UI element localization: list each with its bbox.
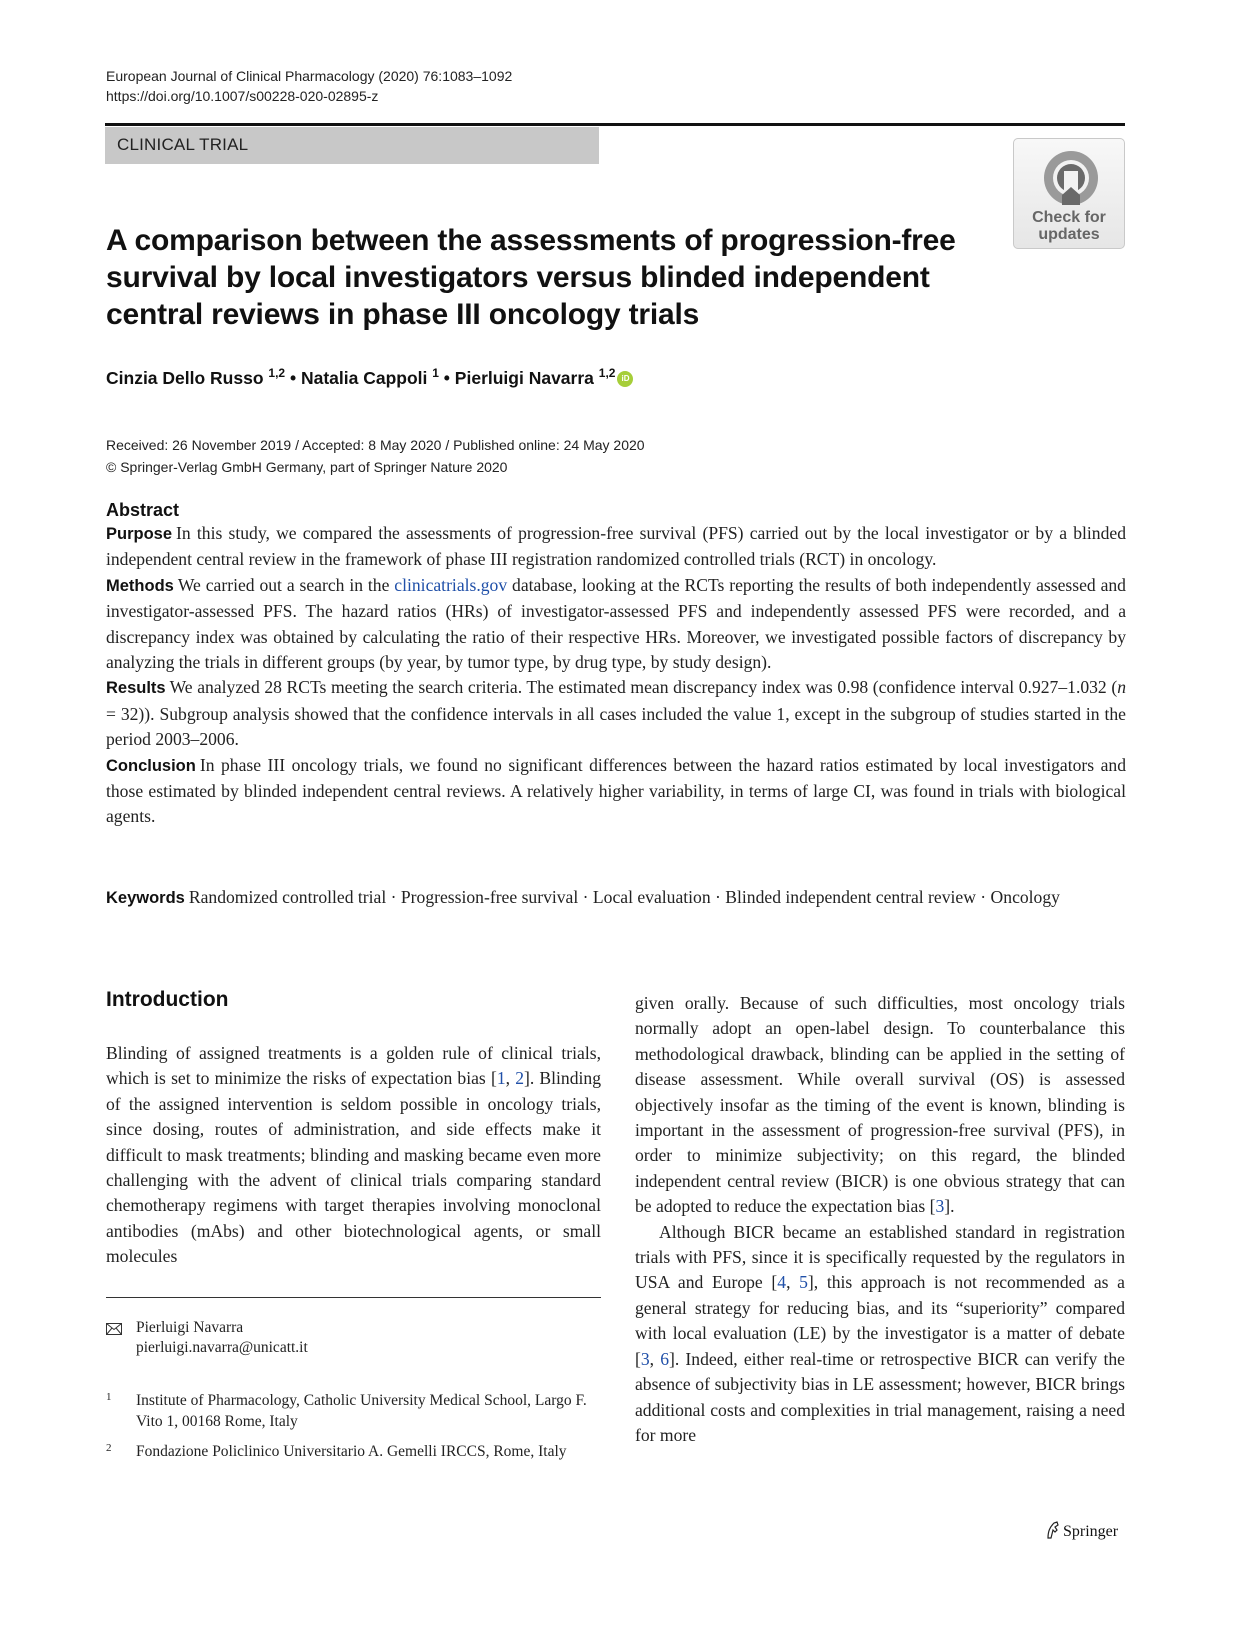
abstract-section: [106, 500, 1126, 830]
dates-line: Received: 26 November 2019 / Accepted: 8 May 2020 / Published online: 24 May 2020: [106, 437, 645, 453]
citation-link[interactable]: 3: [935, 1196, 945, 1217]
purpose-label: Purpose: [106, 525, 173, 543]
citation-link[interactable]: 1: [496, 1068, 506, 1089]
abstract-purpose: [106, 521, 1126, 573]
section-label-bar: [105, 127, 599, 164]
intro-right-column: [635, 991, 1125, 1448]
check-updates-text: Check for updates: [1032, 209, 1106, 243]
journal-citation: [106, 66, 512, 106]
corresp-email[interactable]: pierluigi.navarra@unicatt.it: [136, 1339, 308, 1356]
keywords-text: Randomized controlled trial · Progression-free survival · Local evaluation · Blinded independent central review · Oncology: [188, 887, 1060, 907]
affiliation-text: Institute of Pharmacology, Catholic University Medical School, Largo F. Vito 1, 00168 Rome, Italy: [136, 1392, 587, 1430]
author-affiliation: 1,2: [268, 366, 286, 380]
affiliation-text: Fondazione Policlinico Universitario A. Gemelli IRCCS, Rome, Italy: [136, 1443, 567, 1460]
results-text-cont: = 32)). Subgroup analysis showed that the confidence intervals in all cases included the value 1, except in the subgroup of studies started in the period 2003–2006.: [106, 703, 1126, 750]
intro-left-column: Blinding of assigned treatments is a golden rule of clinical trials, which is set to minimize the risks of expectation bias [1, 2]. Blinding of the assigned intervention is seldom possible in oncology trials, since dosing, routes of administration, and side effects make it difficult to mask treatments; blinding and masking became even more challenging with the advent of clinical trials comparing standard chemotherapy regimens with target therapies involving monoclonal antibodies (mAbs) and other biotechnological agents, or small molecules: [106, 1043, 602, 1267]
abstract-methods: [106, 573, 1126, 676]
envelope-icon: [106, 1321, 122, 1341]
intro-paragraph: Although BICR became an established standard in registration trials with PFS, since it is specifically requested by the regulators in USA and Europe [4, 5], this approach is not recommended as a general strategy for reducing bias, and its “superiority” compared with local evaluation (LE) by the investigator is a matter of debate [3, 6]. Indeed, either real-time or retrospective BICR can verify the absence of subjectivity bias in LE assessment; however, BICR brings additional costs and complexities in trial management, raising a need for more: [635, 1221, 1125, 1445]
citation-link[interactable]: 4: [777, 1272, 787, 1293]
methods-text-cont: database, looking at the RCTs reporting the results of both independently assessed and investigator-assessed PFS. The hazard ratios (HRs) of investigator-assessed PFS and independently assessed PFS were recorded, and a discrepancy index was obtained by calculating the ratio of their respective HRs. Moreover, we investigated possible factors of discrepancy by analyzing the trials in different groups (by year, by tumor type, by drug type, by study design).: [106, 574, 1126, 673]
results-n: n: [1117, 677, 1126, 698]
abstract-heading: Abstract: [106, 500, 180, 520]
author-separator: •: [285, 367, 301, 388]
author-name[interactable]: Pierluigi Navarra: [454, 367, 594, 388]
doi-link[interactable]: https://doi.org/10.1007/s00228-020-02895-z: [106, 88, 379, 104]
affiliation-number: 1: [106, 1391, 112, 1403]
author-affiliation: 1: [432, 366, 439, 380]
results-label: Results: [106, 679, 166, 698]
keywords-label: Keywords: [106, 889, 185, 907]
citation-link[interactable]: 5: [799, 1272, 808, 1293]
springer-horse-icon: [1045, 1521, 1061, 1539]
clinicaltrials-link[interactable]: clinicatrials.gov: [394, 574, 508, 595]
author-list: [106, 366, 633, 389]
affiliation-footnote: [106, 1441, 601, 1485]
author-affiliation: 1,2: [598, 366, 616, 380]
methods-text: We carried out a search in the: [177, 574, 390, 595]
conclusion-text: In phase III oncology trials, we found no significant differences between the hazard ratios estimated by local investigators and those estimated by blinded independent central reviews. A relatively higher variability, in terms of large CI, was found in trials with biological agents.: [106, 754, 1126, 827]
footnote-rule: [106, 1297, 601, 1298]
keywords: [106, 885, 1126, 911]
author-name[interactable]: Cinzia Dello Russo: [106, 367, 264, 388]
springer-logo: [1045, 1521, 1118, 1541]
orcid-icon[interactable]: iD: [617, 371, 633, 387]
intro-paragraph: given orally. Because of such difficulties, most oncology trials normally adopt an open-label design. To counterbalance this methodological drawback, blinding can be applied in the setting of disease assessment. While overall survival (OS) is assessed objectively insofar as the timing of the event is known, blinding is important in the assessment of progression-free survival (PFS), in order to minimize subjectivity; on this regard, the blinded independent central review (BICR) is one obvious strategy that can be adopted to reduce the expectation bias [3].: [635, 993, 1125, 1217]
corresp-name: Pierluigi Navarra: [136, 1319, 244, 1336]
publication-dates: [106, 434, 645, 478]
section-label: CLINICAL TRIAL: [117, 135, 249, 154]
publisher-name: Springer: [1063, 1523, 1119, 1540]
author-separator: •: [438, 367, 455, 388]
methods-label: Methods: [106, 576, 174, 595]
journal-line: European Journal of Clinical Pharmacology (2020) 76:1083–1092: [106, 68, 513, 84]
purpose-text: In this study, we compared the assessments of progression-free survival (PFS) carried out by the local investigator or by a blinded independent central review in the framework of phase III registration randomized controlled trials (RCT) in oncology.: [106, 523, 1126, 570]
check-for-updates-badge[interactable]: [1013, 138, 1125, 249]
copyright-line: © Springer-Verlag GmbH Germany, part of Springer Nature 2020: [106, 459, 508, 475]
abstract-conclusion: [106, 753, 1126, 830]
header-rule: [105, 123, 1125, 126]
author-name[interactable]: Natalia Cappoli: [300, 367, 428, 388]
conclusion-label: Conclusion: [106, 756, 196, 775]
results-text: We analyzed 28 RCTs meeting the search criteria. The estimated mean discrepancy index was 0.98 (confidence interval 0.927–1.032 (: [169, 677, 1118, 698]
introduction-heading: Introduction: [106, 988, 229, 1011]
citation-link[interactable]: 6: [660, 1348, 670, 1369]
affiliation-number: 2: [106, 1442, 112, 1454]
article-title: A comparison between the assessments of progression-free survival by local investigators versus blinded independent central reviews in phase III oncology trials: [106, 224, 956, 331]
abstract-results: [106, 675, 1126, 752]
affiliation-footnote: [106, 1390, 601, 1434]
citation-link[interactable]: 3: [640, 1348, 650, 1369]
check-updates-icon: [1040, 147, 1102, 209]
citation-link[interactable]: 2: [515, 1068, 524, 1089]
